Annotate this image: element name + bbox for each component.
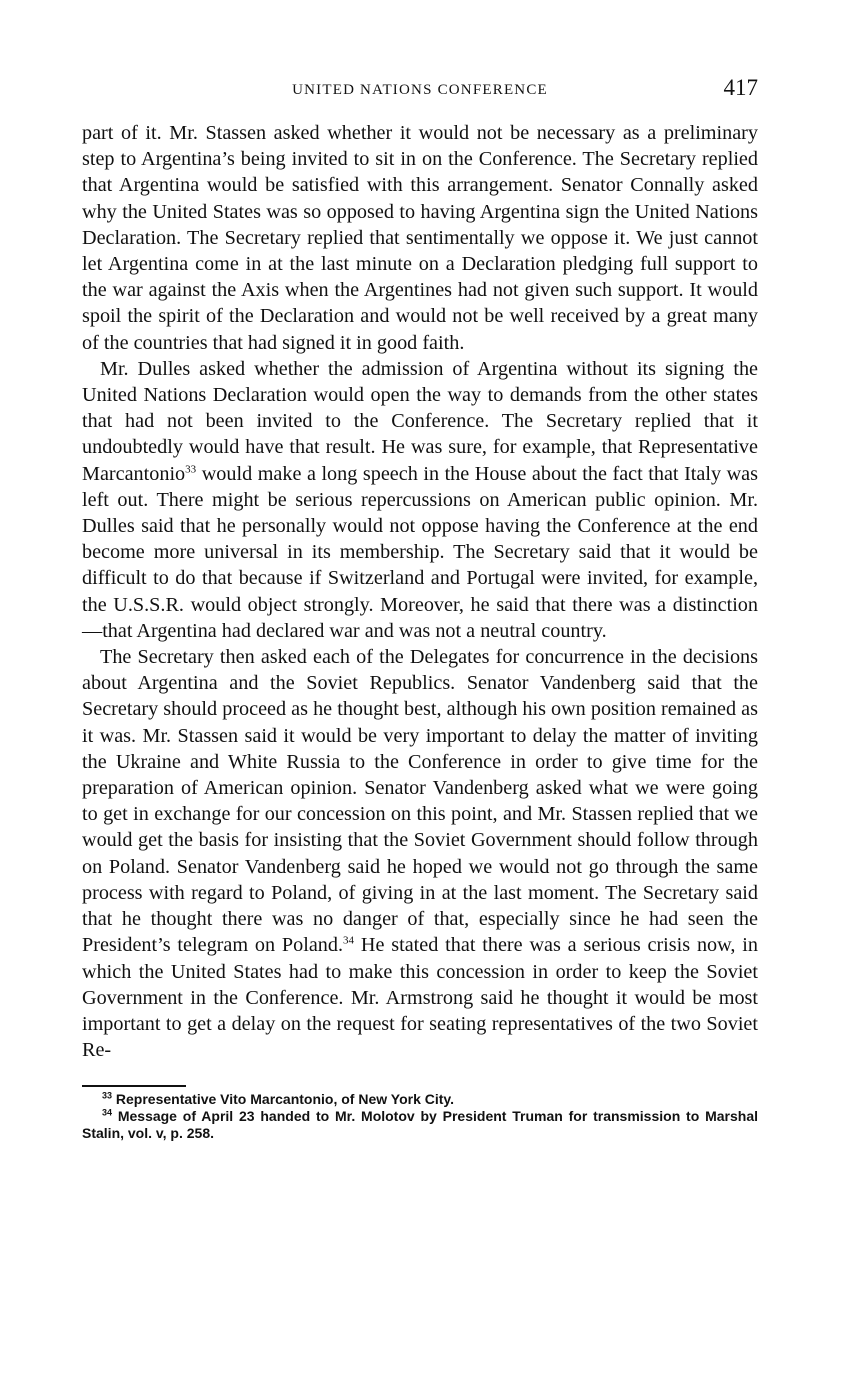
paragraph-2-text-start: Mr. Dulles asked whether the admission of Argentina without its signing the United Nations Declaration would open the way to demands from the other states that had not been invited to the Conference. The Secretary replied that it undoubtedly would have that result. He was sure, for example, that Representative Marcantonio [82,357,758,485]
footnote-divider [82,1085,186,1087]
paragraph-3 [82,644,758,1063]
paragraph-3-text-end: He stated that there was a serious crisis now, in which the United States had to make this concession in order to keep the Soviet Government in the Conference. Mr. Armstrong said he thought it would be most important to get a delay on the request for seating representatives of the two Soviet Re- [82,934,758,1062]
footnote-marker-33: 33 [102,1090,113,1101]
footnotes [82,1091,758,1142]
paragraph-1-text: part of it. Mr. Stassen asked whether it would not be necessary as a preliminary step to Argentina’s being invited to sit in on the Conference. The Secretary replied that Argentina would be satisfied with this arrangement. Senator Connally asked why the United States was so opposed to having Argentina sign the United Nations Declaration. The Secretary replied that sentimentally we oppose it. We just cannot let Argentina come in at the last minute on a Declaration pledging full support to the war against the Axis when the Argentines had not given such support. It would spoil the spirit of the Declaration and would not be well received by a great many of the countries that had signed it in good faith. [82,122,758,354]
footnote-33 [82,1091,758,1108]
footnote-34-text: Message of April 23 handed to Mr. Molotov by President Truman for transmission to Marshal Stalin, vol. v, p. 258. [82,1108,758,1142]
footnote-34 [82,1108,758,1142]
paragraph-3-text-start: The Secretary then asked each of the Delegates for concurrence in the decisions about Argentina and the Soviet Republics. Senator Vandenberg said that the Secretary should proceed as he thought best, although his own position remained as it was. Mr. Stassen said it would be very important to delay the matter of inviting the Ukraine and White Russia to the Conference in order to give time for the preparation of American opinion. Senator Vandenberg asked what we were going to get in exchange for our concession on this point, and Mr. Stassen replied that we would get the basis for insisting that the Soviet Government should follow through on Poland. Senator Vandenberg said he hoped we would not go through the same process with regard to Poland, of giving in at the last moment. The Secretary said that he thought there was no danger of that, especially since he had seen the President’s telegram on Poland. [82,646,758,957]
footnote-ref-33[interactable]: 33 [185,462,197,475]
document-page [82,70,758,1142]
page-number: 417 [723,75,758,100]
footnote-ref-34[interactable]: 34 [343,934,355,947]
paragraph-1 [82,120,758,356]
paragraph-2 [82,356,758,644]
running-title: UNITED NATIONS CONFERENCE [292,82,548,98]
body-text [82,120,758,1063]
running-header [82,70,758,110]
footnote-marker-34: 34 [102,1107,113,1118]
footnote-33-text: Representative Vito Marcantonio, of New York City. [115,1091,455,1108]
paragraph-2-text-end: would make a long speech in the House about the fact that Italy was left out. There might be serious repercussions on American public opinion. Mr. Dulles said that he personally would not oppose having the Conference at the end become more universal in its membership. The Secretary said that it would be difficult to do that because if Switzerland and Portugal were invited, for example, the U.S.S.R. would object strongly. Moreover, he said that there was a distinction—that Argentina had declared war and was not a neutral country. [82,462,758,642]
